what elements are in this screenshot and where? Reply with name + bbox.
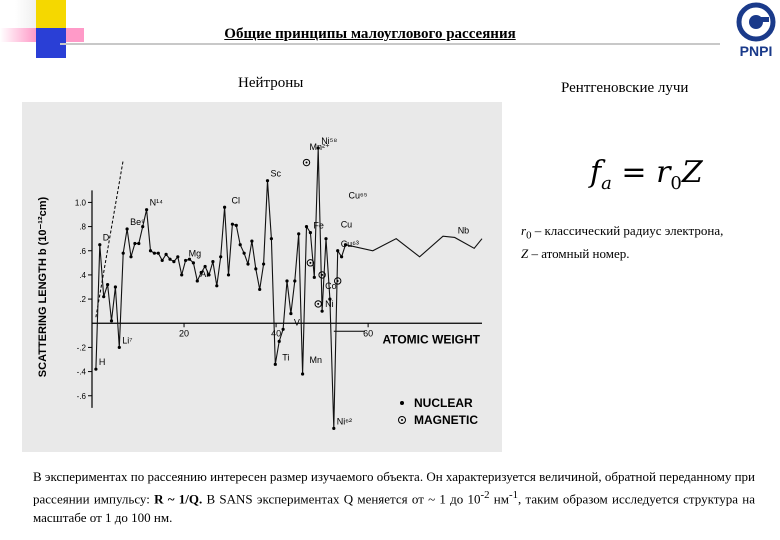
nuclear-point [184,259,187,262]
nuclear-point [118,346,121,349]
bottom-paragraph: В экспериментах по рассеянию интересен размер изучаемого объекта. Он характеризуется величиной, обратной переданному при рассеянии импульсу: R ~ 1/Q. В SANS экспериментах Q меняется от ~ 1 до $10^{-2}$ $нм^{-1}$, таким образом исследуется структура на масштабе от 1 до 100 нм. [33,469,755,526]
magnetic-point-center [306,162,308,164]
nuclear-point [243,252,246,255]
nuclear-point [215,284,218,287]
nuclear-point [180,273,183,276]
nuclear-point [254,267,257,270]
element-label: Li⁷ [122,335,133,346]
magnetic-point-center [309,262,311,264]
formula-r: r [656,155,671,190]
element-label: D [102,232,110,243]
y-tick-label: 1.0 [74,198,86,208]
element-label: Al [200,268,209,279]
nuclear-point [336,249,339,252]
y-axis-label: SCATTERING LENGTH b (10⁻¹²cm) [37,196,49,378]
y-tick-label: .8 [79,222,86,232]
nuclear-point [157,252,160,255]
magnetic-point-center [317,303,319,305]
nuclear-point [340,255,343,258]
y-tick-label: -.6 [76,391,86,401]
y-tick-label: .4 [79,270,86,280]
nuclear-point [211,260,214,263]
deco-yellow-square [36,0,66,28]
legend-label: NUCLEAR [414,396,473,410]
nuclear-point [126,227,129,230]
nuclear-point [262,262,265,265]
element-label: Ni [325,299,334,310]
nuclear-point [309,231,312,234]
nuclear-point [313,276,316,279]
nuclear-point [176,255,179,258]
nuclear-point [278,340,281,343]
nuclear-point [98,243,101,246]
element-label: Co [325,281,337,292]
nuclear-point [219,255,222,258]
nuclear-point [110,319,113,322]
nuclear-point [192,261,195,264]
nuclear-curve [96,148,346,428]
nuclear-point [293,279,296,282]
nuclear-point [172,260,175,263]
element-label: Mn [309,354,323,365]
element-label: Sc [270,168,282,179]
nuclear-point [282,328,285,331]
element-label: Cl [231,195,240,206]
legend-label: MAGNETIC [414,413,478,427]
nuclear-point [321,310,324,313]
formula-f: f [590,155,602,190]
element-label: Ni⁶² [336,416,353,427]
nuclear-curve-extension [346,236,483,257]
magnetic-point-center [337,280,339,282]
legend-marker-dot [400,401,404,405]
element-label: Fe [313,220,324,231]
formula-eq: = [621,155,647,190]
formula-z: Z [681,155,703,190]
element-label: Cu⁶⁵ [348,190,368,201]
y-tick-label: .6 [79,246,86,256]
xray-heading: Рентгеновские лучи [561,80,689,96]
formula-r-sub: 0 [670,173,682,194]
y-tick-label: -.2 [76,343,86,353]
nuclear-point [94,368,97,371]
nuclear-point [145,208,148,211]
nuclear-point [161,259,164,262]
nuclear-point [227,273,230,276]
nuclear-point [235,224,238,227]
deco-gray-bar [15,0,36,28]
nuclear-point [305,225,308,228]
element-label: Be⁹ [130,217,145,227]
y-tick-label: -.4 [76,367,86,377]
nuclear-point [289,312,292,315]
legend-marker-ring-center [401,419,403,421]
nuclear-point [137,242,140,245]
nuclear-point [250,239,253,242]
element-label: Mn²⁺ [309,142,330,153]
nuclear-point [165,253,168,256]
nuclear-point [297,232,300,235]
definition-z: Z – атомный номер. [521,245,630,261]
title-rule [60,43,720,45]
element-label: Ni⁵⁸ [321,136,338,147]
nuclear-point [129,255,132,258]
element-label: Cu [340,219,353,230]
nuclear-point [196,279,199,282]
element-label: H [98,357,106,368]
definition-r0: $r_0$ – классический радиус электрона, [521,223,724,242]
nuclear-point [106,283,109,286]
nuclear-point [274,363,277,366]
nuclear-point [246,262,249,265]
scattering-length-chart [22,102,502,452]
nuclear-point [223,206,226,209]
magnetic-point-center [321,274,323,276]
x-tick-label: 60 [363,328,374,339]
element-label: Cu⁶³ [340,238,359,249]
element-label: Ti [282,352,290,363]
nuclear-point [266,179,269,182]
nuclear-point [285,279,288,282]
nuclear-point [231,223,234,226]
nuclear-point [324,237,327,240]
slide-title: Общие принципы малоуглового рассеяния [224,26,516,42]
formula [590,155,703,194]
neutrons-heading: Нейтроны [238,75,304,91]
definitions [521,222,776,263]
element-label: N¹⁴ [149,197,163,208]
x-axis-label: ATOMIC WEIGHT [382,332,480,347]
element-label: V [293,317,300,328]
element-label: Nb [457,225,470,236]
nuclear-point [239,243,242,246]
nuclear-point [149,249,152,252]
nuclear-point [153,252,156,255]
nuclear-point [122,252,125,255]
dashed-reference-line [96,160,123,317]
nuclear-point [258,288,261,291]
x-tick-label: 40 [271,328,282,339]
nuclear-point [168,258,171,261]
y-tick-label: .2 [79,295,86,305]
nuclear-point [204,265,207,268]
nuclear-point [301,372,304,375]
nuclear-point [332,427,335,430]
nuclear-point [270,237,273,240]
logo-text: PNPI [739,43,773,59]
nuclear-point [114,285,117,288]
nuclear-point [133,242,136,245]
pnpi-logo [733,2,779,60]
nuclear-point [102,295,105,298]
formula-f-sub: a [601,173,612,194]
element-label: Mg [188,248,202,259]
x-tick-label: 20 [179,328,190,339]
